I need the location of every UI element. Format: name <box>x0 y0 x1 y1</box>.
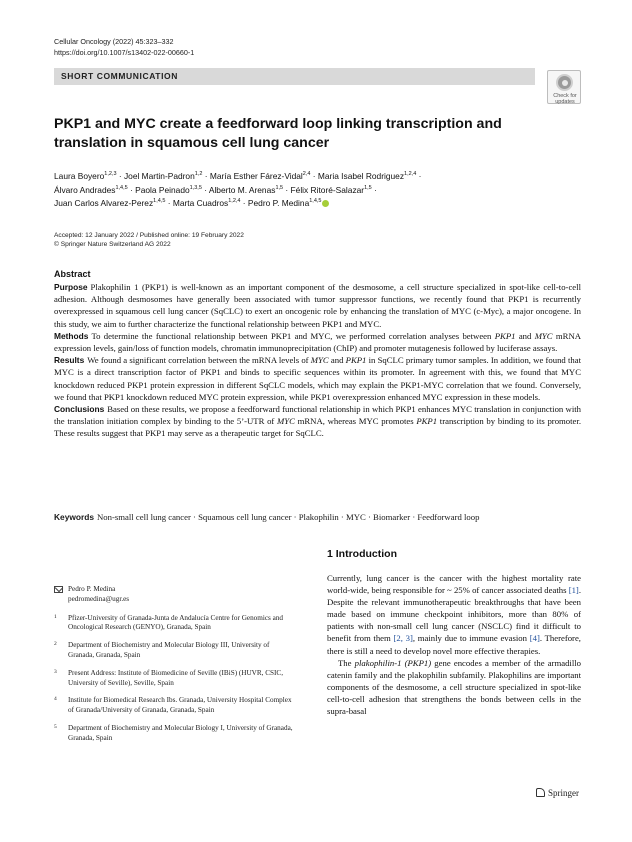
journal-citation: Cellular Oncology (2022) 45:323–332 <box>54 37 174 46</box>
affiliation-text: Present Address: Institute of Biomedicine of Seville (IBiS) (HUVR, CSIC, University of Seville), Seville, Spain <box>68 668 284 687</box>
author-separator: · <box>310 171 318 181</box>
results-label: Results <box>54 355 85 366</box>
gene-name: MYC <box>277 416 295 427</box>
intro-text: , mainly due to immune evasion <box>412 633 530 644</box>
conclusions-text: mRNA, whereas MYC promotes <box>294 416 417 427</box>
doi-link[interactable]: https://doi.org/10.1007/s13402-022-00660-1 <box>54 48 195 57</box>
springer-logo <box>536 788 579 798</box>
author-affiliation: 1,5 <box>275 184 284 191</box>
abstract-purpose <box>54 281 581 330</box>
intro-paragraph <box>327 657 581 717</box>
author-separator: · <box>201 184 209 195</box>
gene-name: MYC <box>310 355 329 366</box>
affiliation-footnote <box>54 724 297 744</box>
article-type-label: SHORT COMMUNICATION <box>61 71 179 81</box>
affiliation-text: Department of Biochemistry and Molecular Biology III, University of Granada, Granada, Spain <box>68 641 270 659</box>
check-updates-line1: Check for <box>553 93 577 99</box>
author[interactable]: Marta Cuadros <box>172 198 229 208</box>
gene-name: MYC <box>534 330 553 341</box>
copyright-notice: © Springer Nature Switzerland AG 2022 <box>54 241 171 248</box>
affiliation-number: 3 <box>54 668 57 675</box>
author-separator: · <box>165 198 173 208</box>
affiliation-text: Department of Biochemistry and Molecular Biology I, University of Granada, Granada, Spain <box>68 723 293 742</box>
abstract-methods <box>54 330 581 354</box>
conclusions-label: Conclusions <box>54 404 105 415</box>
author-separator: · <box>116 171 124 181</box>
author[interactable]: María Esther Fárez‑Vidal <box>209 171 303 181</box>
author[interactable]: Félix Ritoré‑Salazar <box>290 184 365 195</box>
affiliation-footnote <box>54 669 297 689</box>
intro-text: . Despite the relevant immunotherapeutic breakthroughs that have been made based on immune checkpoint inhibitors, more than 80% of patients with non-small cell lung cancer (NSCLC) find it difficult to benefit from them <box>327 585 581 644</box>
envelope-icon <box>54 586 63 593</box>
author-separator: · <box>416 171 422 181</box>
author-affiliation: 1,3,5 <box>189 184 202 191</box>
methods-text: and <box>515 330 535 341</box>
author-affiliation: 1,4,5 <box>115 184 128 191</box>
affiliation-number: 2 <box>54 641 57 648</box>
author[interactable]: Alberto M. Arenas <box>208 184 276 195</box>
article-title: PKP1 and MYC create a feedforward loop linking transcription and translation in squamous cell lung cancer <box>54 116 502 151</box>
results-text: We found a significant correlation between the mRNA levels of <box>87 355 311 366</box>
abstract-conclusions <box>54 403 581 440</box>
check-updates-line2: updates <box>555 99 575 105</box>
article-dates <box>54 231 244 249</box>
publisher-name: Springer <box>548 788 579 798</box>
purpose-text: Plakophilin 1 (PKP1) is well-known as an important component of the desmosome, a cell structure specialized in spot-like cell-to-cell adhesion. Although desmosomes have generally been associated with tumor suppressor functions, we recently found that PKP1 is recurrently overexpressed in squamous cell lung cancer (SqCLC) to exert an oncogenic role by enhancing the translation of MYC (c-Myc), a major oncogene. In this study, we aim to further characterize the functional relationship between PKP1 and MYC. <box>54 282 581 329</box>
author-separator: · <box>240 198 248 208</box>
check-for-updates-badge[interactable] <box>547 70 581 104</box>
check-updates-icon <box>556 74 573 91</box>
conclusions-text: transcription by binding to its promoter. These results suggest that PKP1 may serve as a therapeutic target for SqCLC. <box>54 416 582 439</box>
affiliation-text: Institute for Biomedical Research Ibs. Granada, University Hospital Complex of Granada/University of Granada, Granada, Spain <box>68 696 292 715</box>
accepted-published-dates: Accepted: 12 January 2022 / Published online: 19 February 2022 <box>54 232 244 239</box>
intro-paragraph <box>327 572 581 657</box>
affiliation-footnote <box>54 696 297 716</box>
methods-label: Methods <box>54 330 89 341</box>
author-affiliation: 1,2,4 <box>228 198 241 205</box>
author-list <box>54 170 524 211</box>
intro-text: gene encodes a member of the armadillo catenin family and the plakophilin subfamily. Plakophilins are important components of the desmosome, a cell structure specialized in spot-like cell-to-cell adhesion that strengthens the bonds between cells in the supra-basal <box>327 657 581 717</box>
intro-text: . Therefore, there is still a need to develop novel more effective therapies. <box>327 633 581 656</box>
author-separator: · <box>283 184 291 195</box>
citation-link[interactable]: [1] <box>568 585 579 596</box>
results-text: in SqCLC primary tumor samples. In addition, we found that MYC is a direct transcription factor of PKP1 and binds to specific sequences within its promoter. In agreement with this, we found that MYC knockdown reduced PKP1 protein expression in different SqCLC models, which may explain the PKP1-MYC correlation that we found. Conversely, we found that PKP1 knockdown reduced MYC protein expression, while PKP1 overexpression enhanced MYC expression in these models. <box>54 355 582 402</box>
keywords-text: Non-small cell lung cancer · Squamous cell lung cancer · Plakophilin · MYC · Biomarker · Feedforward loop <box>97 512 480 522</box>
author[interactable]: Laura Boyero <box>54 171 105 181</box>
citation-link[interactable]: [4] <box>529 633 540 644</box>
springer-horse-icon <box>536 788 545 797</box>
intro-text: Currently, lung cancer is the cancer with the highest mortality rate world-wide, being responsible for ~ 25% of cancer associated deaths <box>327 573 581 596</box>
keywords-label: Keywords <box>54 512 95 522</box>
author-affiliation: 1,4,5 <box>309 198 322 205</box>
author[interactable]: Joel Martin‑Padron <box>123 171 195 181</box>
author[interactable]: Álvaro Andrades <box>54 184 116 195</box>
affiliation-footnote <box>54 614 297 634</box>
author-separator: · <box>371 184 377 195</box>
methods-text: mRNA expression levels, gain/loss of function models, chromatin immunoprecipitation (ChIP) and promoter mutagenesis followed by luciferase assays. <box>54 330 581 354</box>
purpose-label: Purpose <box>54 282 88 292</box>
author-affiliation: 2,4 <box>302 171 311 178</box>
author-separator: · <box>202 171 210 181</box>
author[interactable]: Pedro P. Medina <box>247 198 310 208</box>
abstract-section <box>54 268 581 440</box>
author-separator: · <box>127 184 136 195</box>
affiliation-number: 5 <box>54 723 57 730</box>
gene-name: plakophilin-1 (PKP1) <box>354 657 432 668</box>
citation-link[interactable]: [2, 3] <box>393 633 413 644</box>
methods-text: To determine the functional relationship between PKP1 and MYC, we performed correlation analyses between <box>91 330 495 341</box>
affiliation-footnote <box>54 641 297 661</box>
author-affiliation: 1,2 <box>194 171 203 178</box>
author-affiliation: 1,4,5 <box>153 198 166 205</box>
corresponding-author <box>54 585 297 605</box>
author-affiliation: 1,2,4 <box>404 171 417 178</box>
results-text: and <box>328 355 346 366</box>
gene-name: PKP1 <box>416 416 438 427</box>
footnotes <box>54 585 297 752</box>
author-affiliation: 1,5 <box>364 184 372 191</box>
author[interactable]: Juan Carlos Alvarez‑Perez <box>54 198 154 208</box>
introduction-heading: 1 Introduction <box>327 548 397 560</box>
abstract-results <box>54 354 581 403</box>
introduction-body <box>327 572 581 717</box>
abstract-heading: Abstract <box>54 269 91 279</box>
gene-name: PKP1 <box>345 355 367 366</box>
author[interactable]: Paola Peinado <box>135 184 190 195</box>
author[interactable]: Maria Isabel Rodriguez <box>317 171 405 181</box>
keywords-line <box>54 511 581 523</box>
contact-email[interactable]: pedromedina@ugr.es <box>68 594 130 603</box>
gene-name: PKP1 <box>494 330 516 341</box>
conclusions-text: Based on these results, we propose a feedforward functional relationship in which PKP1 enhances MYC translation in conjunction with the translation initiation complex by binding to the 5’-UTR of <box>54 404 581 427</box>
author-affiliation: 1,2,3 <box>104 171 117 178</box>
affiliation-number: 1 <box>54 613 57 620</box>
contact-name: Pedro P. Medina <box>68 585 116 593</box>
orcid-icon[interactable] <box>322 200 329 207</box>
intro-text: The <box>338 657 355 668</box>
affiliation-number: 4 <box>54 696 57 703</box>
article-type-banner <box>54 68 535 85</box>
affiliation-text: Pfizer-University of Granada-Junta de Andalucía Centre for Genomics and Oncological Research (GENYO), Granada, Spain <box>68 613 284 632</box>
